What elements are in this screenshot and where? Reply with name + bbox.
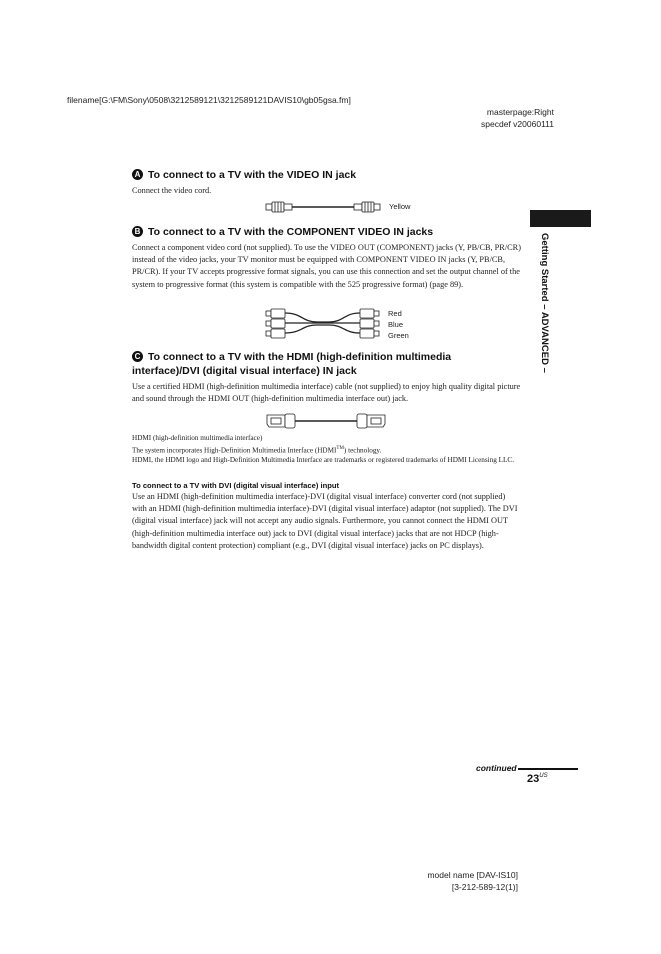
hdmi-note-trademarks: HDMI, the HDMI logo and High-Definition Multimedia Interface are trademarks or registered trademarks of HDMI Licensing LLC. bbox=[132, 456, 515, 465]
section-c-title-line1: To connect to a TV with the HDMI (high-definition multimedia bbox=[148, 351, 452, 363]
part-number: [3-212-589-12(1)] bbox=[451, 882, 518, 892]
cable-label-yellow: Yellow bbox=[389, 202, 411, 211]
section-a-title: To connect to a TV with the VIDEO IN jack bbox=[148, 169, 357, 181]
continued-rule bbox=[518, 768, 578, 770]
section-c-body: Use a certified HDMI (high-definition multimedia interface) cable (not supplied) to enjoy high quality digital picture and sound through the HDMI OUT (high-definition multimedia interface out) jack. bbox=[132, 382, 521, 404]
hdmi-note bbox=[132, 433, 532, 466]
hdmi-note-line2: The system incorporates High-Definition Multimedia Interface (HDMI™) technology. bbox=[132, 445, 382, 454]
cable-label-green: Green bbox=[388, 331, 409, 340]
section-a-marker: A bbox=[132, 169, 143, 180]
hdmi-cable-illustration bbox=[265, 410, 387, 432]
header-specdef: specdef v20060111 bbox=[481, 119, 554, 129]
video-cord-illustration bbox=[264, 199, 384, 215]
dvi-heading: To connect to a TV with DVI (digital visual interface) input bbox=[132, 481, 340, 490]
model-name: model name [DAV-IS10] bbox=[427, 870, 518, 880]
section-b-marker: B bbox=[132, 226, 143, 237]
dvi-body: Use an HDMI (high-definition multimedia interface)-DVI (digital visual interface) converter cord (not supplied) with an HDMI (high-definition multimedia interface)-DVI (digital visual interface) adaptor (not supplied). The DVI (digital visual interface) jack will not accept any audio signals. Furthermore, you cannot connect the HDMI OUT (high-definition multimedia interface out) jack to DVI (digital visual interface) jacks that are not HDCP (high-bandwidth digital content protection) compliant (e.g., DVI (digital visual interface) jacks on PC displays). bbox=[132, 492, 518, 550]
section-a-body: Connect the video cord. bbox=[132, 186, 212, 195]
section-a-heading bbox=[132, 168, 356, 182]
side-tab-marker bbox=[530, 210, 591, 227]
header-masterpage: masterpage:Right bbox=[486, 107, 554, 117]
hdmi-note-title: HDMI (high-definition multimedia interface) bbox=[132, 434, 263, 442]
header-filename: filename[G:\FM\Sony\0508\3212589121\3212589121DAVIS10\gb05gsa.fm] bbox=[67, 95, 351, 105]
continued-label: continued bbox=[476, 763, 517, 773]
section-c-marker: C bbox=[132, 351, 143, 362]
page-number: $23^{US}$ bbox=[527, 773, 548, 785]
cable-label-red: Red bbox=[388, 309, 402, 318]
cable-label-blue: Blue bbox=[388, 320, 404, 329]
section-b-title: To connect to a TV with the COMPONENT VIDEO IN jacks bbox=[148, 226, 434, 238]
component-cord-illustration bbox=[262, 308, 384, 342]
section-c-title-line2: interface)/DVI (digital visual interface) IN jack bbox=[132, 365, 357, 377]
section-b-heading bbox=[132, 225, 433, 239]
section-b-body: Connect a component video cord (not supplied). To use the VIDEO OUT (COMPONENT) jacks (Y, PB/CB, PR/CR) instead of the video jacks, your TV monitor must be equipped with COMPONENT VIDEO IN jacks (Y, PB/CB, PR/CR). If your TV accepts progressive format signals, you can use this connection and set the output channel of the system to progressive format (this system is compatible with the 525 progressive format) (page 89). bbox=[132, 243, 521, 289]
side-tab-text: Getting Started – ADVANCED – bbox=[539, 233, 550, 373]
section-c-heading bbox=[132, 350, 451, 378]
